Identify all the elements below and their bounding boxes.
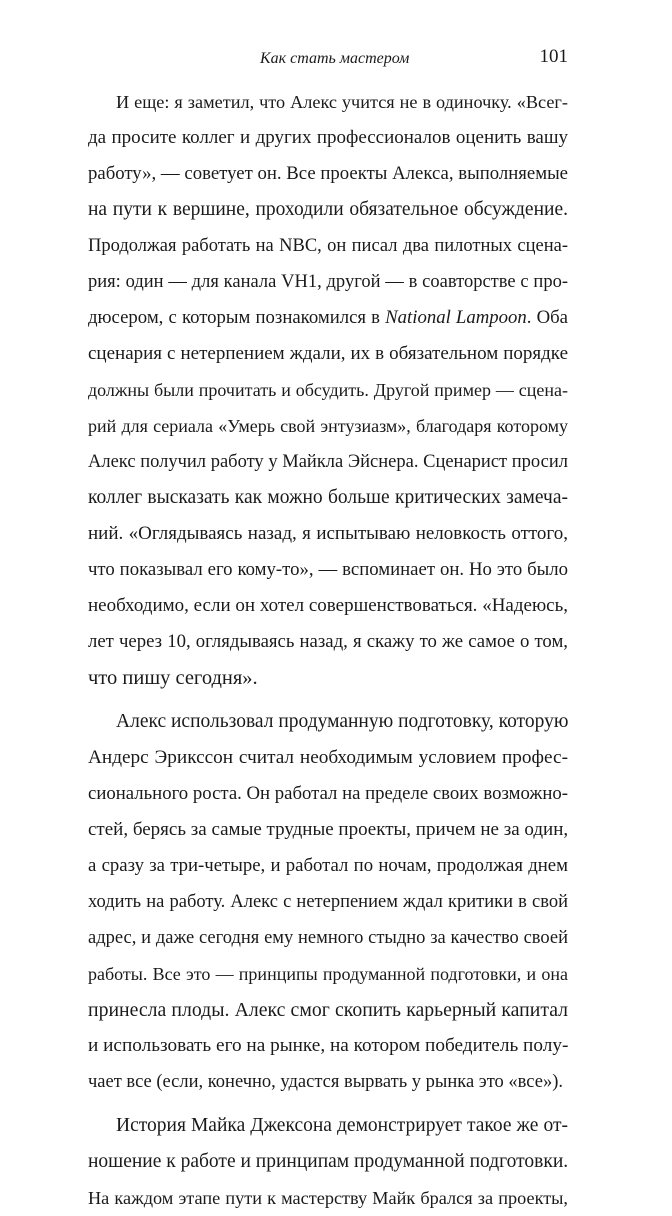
text-line: стей, берясь за самые трудные проекты, причем не за один, bbox=[88, 819, 569, 840]
page-header bbox=[88, 44, 568, 74]
page-number: 101 bbox=[539, 46, 568, 67]
text-line: Андерс Эрикссон считал необходимым условием профес- bbox=[88, 747, 568, 768]
text-line: ходить на работу. Алекс с нетерпением ждал критики в свой bbox=[88, 892, 568, 912]
text-line: что показывал его кому-то», — вспоминает он. Но это было bbox=[88, 559, 568, 580]
text-line: рий для сериала «Умерь свой энтузиазм», благодаря которому bbox=[88, 416, 568, 436]
body-text bbox=[88, 84, 568, 1216]
text-line: Алекс использовал продуманную подготовку, которую bbox=[116, 711, 569, 732]
text-line: И еще: я заметил, что Алекс учится не в одиночку. «Всег- bbox=[116, 92, 568, 112]
text-line: работу», — советует он. Все проекты Алекса, выполняемые bbox=[88, 163, 568, 184]
text-segment: дюсером, с которым познакомился в bbox=[88, 307, 386, 328]
text-line: сионального роста. Он работал на пределе своих возможно- bbox=[88, 783, 568, 804]
text-line: и использовать его на рынке, на котором победитель полу- bbox=[88, 1035, 569, 1056]
text-line: рия: один — для канала VH1, другой — в соавторстве с про- bbox=[88, 272, 568, 292]
text-line: лет через 10, оглядываясь назад, я скажу то же самое о том, bbox=[88, 631, 568, 652]
text-line: что пишу сегодня». bbox=[88, 667, 258, 689]
text-line: чает все (если, конечно, удастся вырвать у рынка это «все»). bbox=[88, 1072, 563, 1092]
text-line: ношение к работе и принципам продуманной подготовки. bbox=[88, 1151, 569, 1172]
paragraph-2 bbox=[88, 704, 568, 1100]
text-line: ний. «Оглядываясь назад, я испытываю неловкость оттого, bbox=[88, 523, 568, 544]
text-segment: . Оба bbox=[526, 307, 568, 328]
text-line: работы. Все это — принципы продуманной подготовки, и она bbox=[88, 964, 568, 984]
text-line: Продолжая работать на NBC, он писал два пилотных сцена- bbox=[88, 236, 568, 256]
text-line: необходимо, если он хотел совершенствоваться. «Надеюсь, bbox=[88, 595, 568, 616]
text-line: Алекс получил работу у Майкла Эйснера. Сценарист просил bbox=[88, 452, 568, 472]
text-line bbox=[88, 300, 568, 336]
text-line: сценария с нетерпением ждали, их в обязательном порядке bbox=[88, 343, 568, 364]
text-line: а сразу за три-четыре, и работал по ночам, продолжая днем bbox=[88, 855, 568, 876]
paragraph-3 bbox=[88, 1108, 568, 1216]
text-line: коллег высказать как можно больше критических замеча- bbox=[88, 487, 568, 508]
text-line: на пути к вершине, проходили обязательное обсуждение. bbox=[88, 199, 568, 220]
text-line: адрес, и даже сегодня ему немного стыдно за качество своей bbox=[88, 928, 568, 948]
running-title: Как стать мастером bbox=[260, 50, 410, 67]
text-line: да просите коллег и других профессионалов оценить вашу bbox=[88, 127, 568, 148]
paragraph-1 bbox=[88, 84, 568, 696]
text-line: История Майка Джексона демонстрирует такое же от- bbox=[116, 1115, 568, 1136]
italic-title: National Lampoon bbox=[385, 307, 527, 328]
text-line: На каждом этапе пути к мастерству Майк брался за проекты, bbox=[88, 1188, 568, 1208]
text-line: должны были прочитать и обсудить. Другой пример — сцена- bbox=[88, 380, 568, 400]
text-line: принесла плоды. Алекс смог скопить карьерный капитал bbox=[88, 999, 568, 1021]
